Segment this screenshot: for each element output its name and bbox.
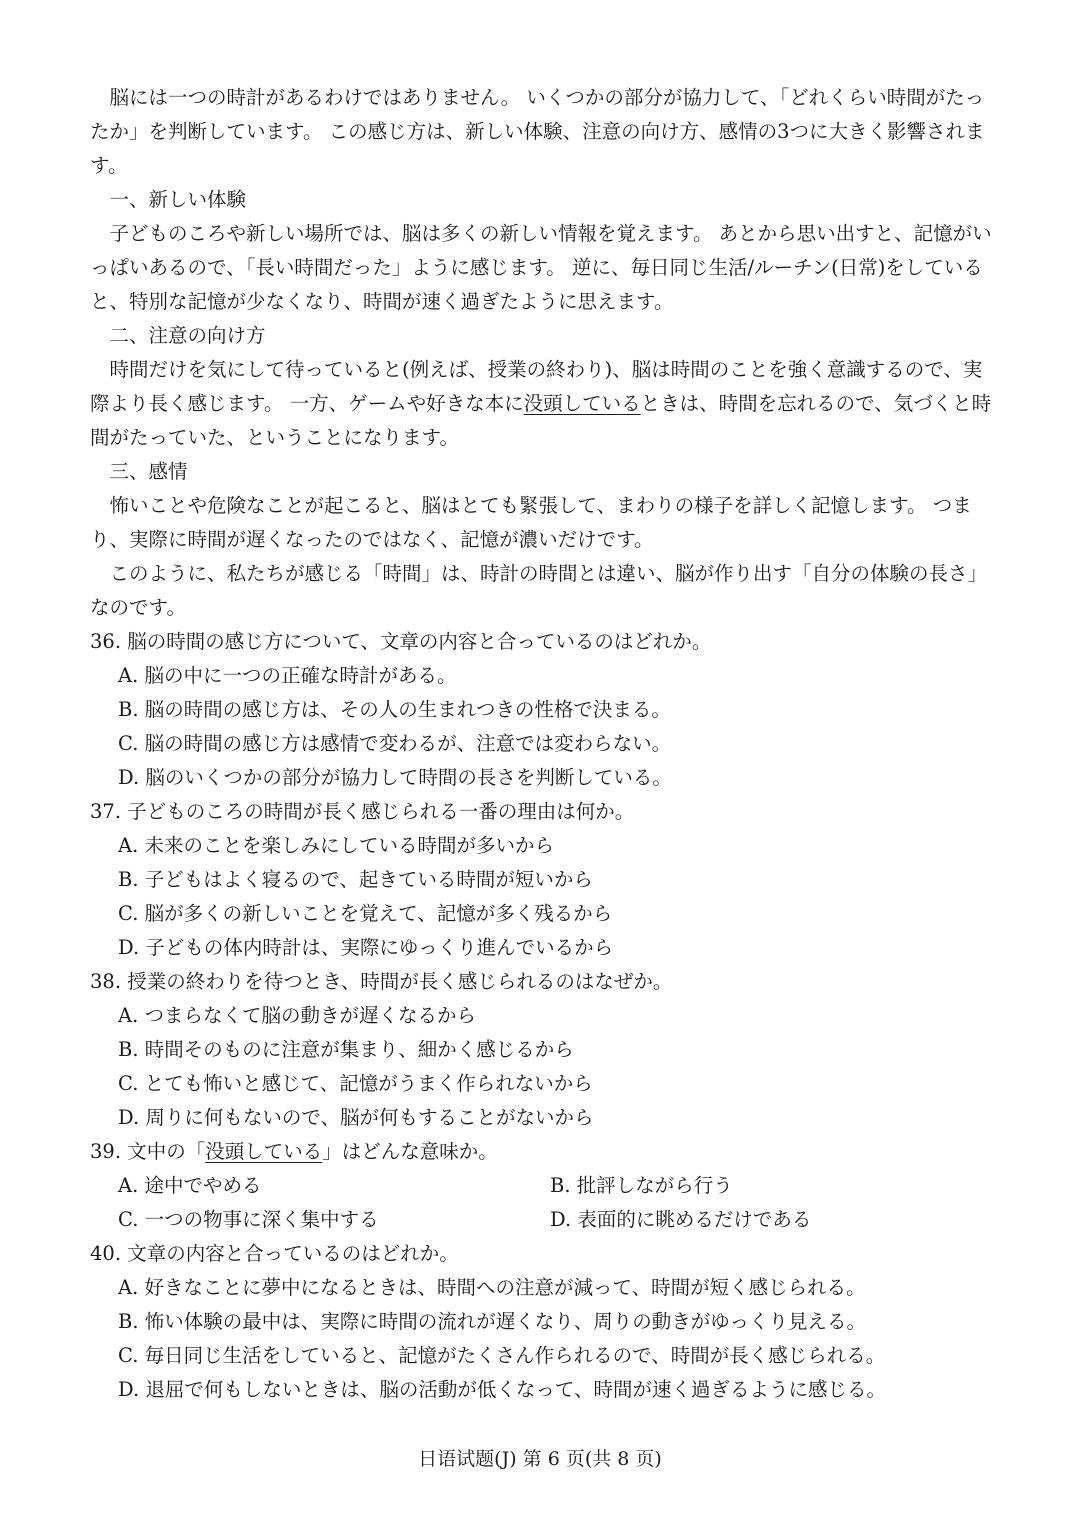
question-39-stem-prefix: 39. 文中の「 (90, 1140, 206, 1163)
question-36-option-d: D. 脳のいくつかの部分が協力して時間の長さを判断している。 (118, 766, 672, 789)
question-36-options (90, 659, 996, 795)
section-heading-attention: 二、注意の向け方 (109, 324, 266, 347)
question-39-option-d: D. 表面的に眺めるだけである (550, 1208, 812, 1231)
section-body-new-experience: 子どものころや新しい場所では、脳は多くの新しい情報を覚えます。 あとから思い出すと、記憶がいっぱいあるので、「長い時間だった」ように感じます。 逆に、毎日同じ生活/ルーチン(日常)をしていると、特別な記憶が少なくなり、時間が速く過ぎたように思えます。 (90, 222, 992, 313)
question-40-stem: 40. 文章の内容と合っているのはどれか。 (90, 1242, 459, 1265)
passage-intro: 脳には一つの時計があるわけではありません。 いくつかの部分が協力して、「どれくらい時間がたったか」を判断しています。 この感じ方は、新しい体験、注意の向け方、感情の3つに大きく影響されます。 (90, 86, 985, 177)
question-40-option-b: B. 怖い体験の最中は、実際に時間の流れが遅くなり、周りの動きがゆっくり見える。 (118, 1310, 867, 1333)
question-38-option-d: D. 周りに何もないので、脳が何もすることがないから (118, 1106, 594, 1129)
question-37-stem: 37. 子どものころの時間が長く感じられる一番の理由は何か。 (90, 800, 635, 823)
question-37-option-c: C. 脳が多くの新しいことを覚えて、記憶が多く残るから (118, 902, 613, 925)
question-38-option-a: A. つまらなくて脳の動きが遅くなるから (118, 1004, 476, 1027)
section-heading-new-experience: 一、新しい体験 (109, 188, 247, 211)
question-40-option-a: A. 好きなことに夢中になるときは、時間への注意が減って、時間が短く感じられる。 (118, 1276, 866, 1299)
section-body-attention-part2: ときは、時間を忘れるので、気づくと時間がたっていた、ということになります。 (90, 392, 992, 449)
passage-conclusion: このように、私たちが感じる「時間」は、時計の時間とは違い、脳が作り出す「自分の体験の長さ」なのです。 (90, 562, 988, 619)
section-body-attention-part1: 時間だけを気にして待っていると(例えば、授業の終わり)、脳は時間のことを強く意識するので、実際より長く感じます。 一方、ゲームや好きな本に (90, 358, 983, 415)
question-40-options (90, 1271, 996, 1407)
question-38-option-b: B. 時間そのものに注意が集まり、細かく感じるから (118, 1038, 574, 1061)
question-37-option-b: B. 子どもはよく寝るので、起きている時間が短いから (118, 868, 593, 891)
question-37-option-d: D. 子どもの体内時計は、実際にゆっくり進んでいるから (118, 936, 614, 959)
question-39-underlined-phrase: 没頭している (205, 1140, 323, 1163)
section-body-emotion: 怖いことや危険なことが起こると、脳はとても緊張して、まわりの様子を詳しく記憶します。 つまり、実際に時間が遅くなったのではなく、記憶が濃いだけです。 (90, 494, 972, 551)
question-39-options (90, 1169, 996, 1237)
question-37-options (90, 829, 996, 965)
question-38-option-c: C. とても怖いと感じて、記憶がうまく作られないから (118, 1072, 593, 1095)
question-39-stem (90, 1135, 996, 1169)
question-40-option-d: D. 退屈で何もしないときは、脳の活動が低くなって、時間が速く過ぎるように感じる。 (118, 1378, 886, 1401)
section-heading-emotion: 三、感情 (109, 460, 188, 483)
question-38-stem: 38. 授業の終わりを待つとき、時間が長く感じられるのはなぜか。 (90, 970, 673, 993)
question-39-stem-suffix: 」はどんな意味か。 (322, 1140, 498, 1163)
question-39-option-a: A. 途中でやめる (118, 1174, 262, 1197)
question-37-option-a: A. 未来のことを楽しみにしている時間が多いから (118, 834, 554, 857)
question-40-option-c: C. 毎日同じ生活をしていると、記憶がたくさん作られるので、時間が長く感じられる。 (118, 1344, 886, 1367)
question-36-option-a: A. 脳の中に一つの正確な時計がある。 (118, 664, 457, 687)
question-39-option-c: C. 一つの物事に深く集中する (118, 1208, 379, 1231)
question-39-option-b: B. 批評しながら行う (550, 1174, 733, 1197)
question-38-options (90, 999, 996, 1135)
question-36-option-b: B. 脳の時間の感じ方は、その人の生まれつきの性格で決まる。 (118, 698, 671, 721)
underlined-phrase: 没頭している (523, 392, 641, 415)
question-36-stem: 36. 脳の時間の感じ方について、文章の内容と合っているのはどれか。 (90, 630, 712, 653)
page-footer: 日语试题(J) 第 6 页(共 8 页) (418, 1448, 662, 1470)
question-36-option-c: C. 脳の時間の感じ方は感情で変わるが、注意では変わらない。 (118, 732, 672, 755)
section-body-attention (90, 353, 996, 455)
